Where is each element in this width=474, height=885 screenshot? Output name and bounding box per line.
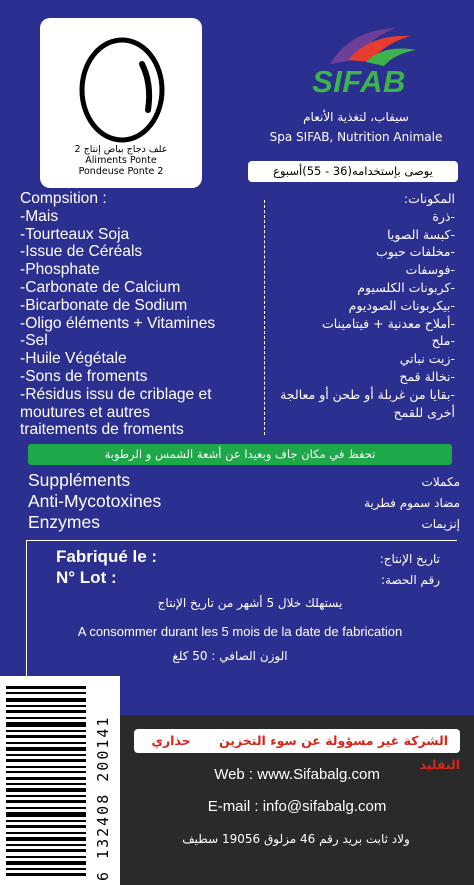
supplements-fr (28, 470, 161, 533)
net-weight: الوزن الصافي : 50 كلغ (172, 649, 288, 663)
composition-item-ar: أخرى للقمح (393, 404, 455, 420)
composition-item-fr: traitements de froments (20, 421, 184, 439)
composition-item-ar: -بقايا من غربلة أو طحن أو معالجة (280, 386, 455, 402)
egg-icon (74, 30, 170, 146)
supplement-item-fr: Enzymes (28, 512, 100, 532)
fabrication-date-label: Fabriqué le : (56, 547, 158, 566)
column-divider (264, 200, 265, 435)
composition-item-ar: -زيت نباتي (399, 351, 455, 367)
fabrication-date-label-ar: تاريخ الإنتاج: (379, 552, 440, 566)
supplement-title-ar: مكملات (421, 475, 460, 489)
supplement-item-fr: Anti-Mycotoxines (28, 491, 162, 511)
postal-address: ولاد ثابت بريد رقم 46 مزلوق 19056 سطيف (182, 832, 410, 846)
brand-name: SIFAB (312, 64, 406, 99)
composition-item-fr: -Sel (20, 332, 48, 350)
composition-item-ar: -كبسة الصويا (387, 226, 455, 242)
composition-item-fr: -Issue de Céréals (20, 243, 143, 261)
product-name-ar: علف دجاج بياض إنتاج 2 (74, 144, 168, 155)
composition-fr (20, 190, 265, 439)
brand-subtitle-fr: Spa SIFAB, Nutrition Animale (269, 130, 443, 144)
storage-notice: تحفظ في مكان جاف وبعيدا عن أشعة الشمس و الرطوبة (28, 444, 452, 465)
brand-subtitle-ar: سيفاب، لتغذية الأنعام (303, 110, 409, 124)
fabrication-fr (56, 546, 157, 588)
composition-ar (270, 190, 455, 421)
lot-number-label-ar: رقم الحصة: (381, 573, 440, 587)
composition-item-ar: -كربونات الكلسيوم (357, 279, 455, 295)
warning-imitation: حذاري التقليد (151, 733, 460, 772)
composition-item-fr: -Résidus issu de criblage et (20, 385, 212, 403)
composition-item-ar: -نخالة قمح (399, 368, 455, 384)
usage-badge: يوصى بإستخدامه(36 - 55)أسبوع (248, 161, 458, 182)
lot-number-label: N° Lot : (56, 568, 117, 587)
consume-notice-ar: يستهلك خلال 5 أشهر من تاريخ الإنتاج (157, 596, 343, 610)
barcode-bars-icon (6, 682, 86, 879)
fabrication-ar (300, 549, 440, 591)
barcode (0, 676, 120, 885)
warning-box (134, 729, 460, 772)
supplement-item-ar: إنزيمات (421, 517, 460, 531)
barcode-number: 6 132408 200141 (94, 715, 112, 881)
composition-item-fr: -Carbonate de Calcium (20, 278, 181, 296)
composition-item-ar: -بيكربونات الصوديوم (348, 297, 455, 313)
product-name (40, 144, 202, 177)
composition-item-fr: moutures et autres (20, 403, 151, 421)
composition-title-ar: المكونات: (403, 191, 455, 206)
composition-item-ar: -ذرة (432, 208, 455, 224)
composition-item-fr: -Mais (20, 207, 59, 225)
website-link[interactable]: Web : www.Sifabalg.com (214, 766, 380, 783)
composition-title-fr: Compsition : (20, 190, 107, 207)
composition-item-fr: -Phosphate (20, 261, 100, 279)
product-name-fr-2: Pondeuse Ponte 2 (78, 166, 164, 177)
composition-item-fr: -Tourteaux Soja (20, 225, 130, 243)
composition-item-ar: -فوسفات (405, 262, 455, 278)
product-box (40, 18, 202, 188)
composition-item-fr: -Huile Végétale (20, 350, 127, 368)
composition-item-ar: -مخلفات حبوب (375, 244, 455, 260)
composition-item-fr: -Sons de froments (20, 367, 148, 385)
email-link[interactable]: E-mail : info@sifabalg.com (207, 798, 387, 815)
product-name-fr-1: Aliments Ponte (85, 155, 157, 166)
composition-item-fr: -Oligo éléments + Vitamines (20, 314, 216, 332)
supplement-item-ar: مضاد سموم فطرية (363, 496, 460, 510)
supplements-ar (280, 472, 460, 535)
warning-liability: الشركة غير مسؤولة عن سوء التخزين (219, 733, 448, 748)
composition-item-ar: -ملح (431, 333, 455, 349)
consume-notice-fr: A consommer durant les 5 mois de la date de fabrication (77, 624, 403, 639)
supplement-title-fr: Suppléments (28, 470, 131, 490)
composition-item-ar: -أملاح معدنية + فيتامينات (322, 315, 455, 331)
composition-item-fr: -Bicarbonate de Sodium (20, 296, 188, 314)
